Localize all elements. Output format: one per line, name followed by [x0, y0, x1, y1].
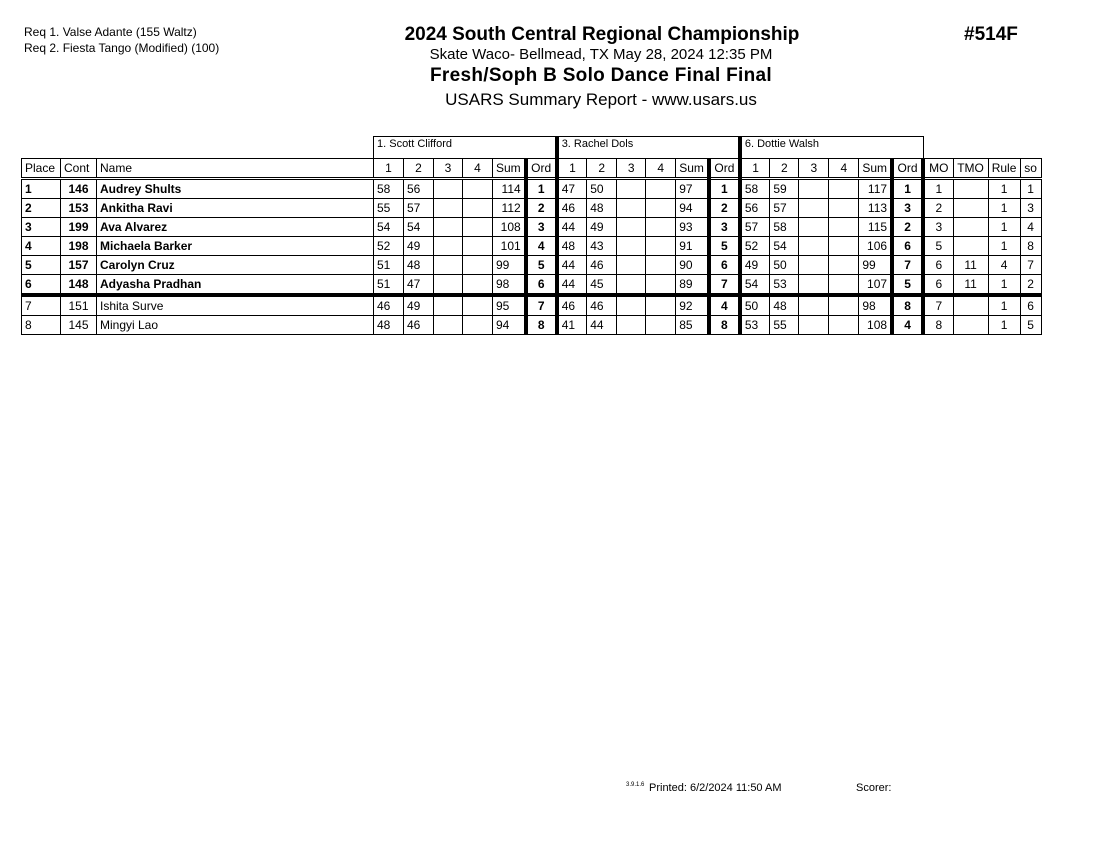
table-row: [22, 237, 1042, 256]
majority-ordinal: 7: [923, 295, 953, 316]
majority-ordinal: 2: [923, 199, 953, 218]
sum-of-ordinals: 7: [1020, 256, 1041, 275]
score-4: [646, 218, 676, 237]
score-1: 50: [740, 295, 770, 316]
majority-ordinal: 6: [923, 256, 953, 275]
score-3: [799, 316, 829, 335]
place: 1: [22, 179, 61, 199]
score-2: 43: [587, 237, 617, 256]
total-majority-ordinal: [953, 218, 988, 237]
contestant-number: 148: [61, 275, 97, 296]
header-score-ord: Ord: [709, 159, 740, 179]
header-place: Place: [22, 159, 61, 179]
majority-ordinal: 1: [923, 179, 953, 199]
score-2: 59: [770, 179, 799, 199]
table-row: [22, 316, 1042, 335]
score-sum: 106: [859, 237, 892, 256]
score-2: 49: [587, 218, 617, 237]
score-sum: 97: [676, 179, 709, 199]
score-4: [646, 237, 676, 256]
ordinal: 7: [892, 256, 923, 275]
rule: 1: [988, 237, 1020, 256]
score-sum: 107: [859, 275, 892, 296]
ordinal: 1: [892, 179, 923, 199]
contestant-number: 151: [61, 295, 97, 316]
score-1: 58: [374, 179, 404, 199]
score-4: [829, 256, 859, 275]
header-score-4: 4: [829, 159, 859, 179]
ordinal: 6: [709, 256, 740, 275]
score-1: 48: [557, 237, 587, 256]
sum-of-ordinals: 3: [1020, 199, 1041, 218]
total-majority-ordinal: [953, 316, 988, 335]
score-3: [799, 218, 829, 237]
score-sum: 115: [859, 218, 892, 237]
total-majority-ordinal: [953, 295, 988, 316]
header-score-sum: Sum: [493, 159, 526, 179]
ordinal: 5: [892, 275, 923, 296]
printed-timestamp: Printed: 6/2/2024 11:50 AM: [649, 782, 782, 794]
score-sum: 112: [493, 199, 526, 218]
score-sum: 91: [676, 237, 709, 256]
header-score-sum: Sum: [859, 159, 892, 179]
table-row: [22, 179, 1042, 199]
ordinal: 3: [892, 199, 923, 218]
total-majority-ordinal: 11: [953, 275, 988, 296]
score-4: [463, 275, 493, 296]
column-header-row: [22, 159, 1042, 179]
header-score-2: 2: [770, 159, 799, 179]
score-1: 47: [557, 179, 587, 199]
score-sum: 92: [676, 295, 709, 316]
sum-of-ordinals: 5: [1020, 316, 1041, 335]
score-1: 54: [740, 275, 770, 296]
scorer-label: Scorer:: [856, 782, 892, 794]
score-4: [463, 179, 493, 199]
score-sum: 95: [493, 295, 526, 316]
ordinal: 7: [709, 275, 740, 296]
score-sum: 108: [859, 316, 892, 335]
skater-name: Carolyn Cruz: [97, 256, 374, 275]
header-name: Name: [97, 159, 374, 179]
majority-ordinal: 5: [923, 237, 953, 256]
score-sum: 113: [859, 199, 892, 218]
sum-of-ordinals: 2: [1020, 275, 1041, 296]
score-3: [434, 275, 463, 296]
header-score-4: 4: [646, 159, 676, 179]
ordinal: 2: [892, 218, 923, 237]
ordinal: 7: [526, 295, 557, 316]
score-1: 52: [740, 237, 770, 256]
score-3: [799, 199, 829, 218]
skater-name: Ishita Surve: [97, 295, 374, 316]
place: 2: [22, 199, 61, 218]
score-3: [617, 237, 646, 256]
ordinal: 2: [709, 199, 740, 218]
score-2: 49: [404, 237, 434, 256]
judge-name: 1. Scott Clifford: [374, 137, 557, 159]
skater-name: Mingyi Lao: [97, 316, 374, 335]
score-4: [646, 275, 676, 296]
header-score-1: 1: [374, 159, 404, 179]
score-4: [829, 237, 859, 256]
rule: 1: [988, 179, 1020, 199]
score-1: 57: [740, 218, 770, 237]
score-1: 44: [557, 218, 587, 237]
event-title: Fresh/Soph B Solo Dance Final Final: [430, 65, 772, 86]
score-3: [799, 295, 829, 316]
score-1: 46: [374, 295, 404, 316]
score-1: 46: [557, 295, 587, 316]
score-sum: 94: [676, 199, 709, 218]
header-score-1: 1: [557, 159, 587, 179]
score-sum: 117: [859, 179, 892, 199]
score-3: [617, 218, 646, 237]
score-4: [829, 179, 859, 199]
skater-name: Audrey Shults: [97, 179, 374, 199]
score-sum: 90: [676, 256, 709, 275]
judge-name: 6. Dottie Walsh: [740, 137, 923, 159]
score-sum: 98: [493, 275, 526, 296]
score-1: 54: [374, 218, 404, 237]
header-score-1: 1: [740, 159, 770, 179]
score-2: 56: [404, 179, 434, 199]
header-score-4: 4: [463, 159, 493, 179]
score-3: [617, 199, 646, 218]
score-2: 55: [770, 316, 799, 335]
contestant-number: 198: [61, 237, 97, 256]
score-sum: 99: [493, 256, 526, 275]
header-score-3: 3: [434, 159, 463, 179]
rule: 1: [988, 295, 1020, 316]
score-2: 54: [404, 218, 434, 237]
contestant-number: 199: [61, 218, 97, 237]
score-3: [434, 256, 463, 275]
header-so: so: [1020, 159, 1041, 179]
version-number: 3.9.1.6: [626, 782, 645, 788]
score-3: [799, 275, 829, 296]
total-majority-ordinal: [953, 199, 988, 218]
score-2: 47: [404, 275, 434, 296]
score-2: 58: [770, 218, 799, 237]
score-2: 45: [587, 275, 617, 296]
score-2: 48: [587, 199, 617, 218]
score-3: [799, 256, 829, 275]
score-4: [463, 218, 493, 237]
ordinal: 3: [526, 218, 557, 237]
rule: 1: [988, 218, 1020, 237]
header-score-sum: Sum: [676, 159, 709, 179]
score-4: [646, 256, 676, 275]
ordinal: 8: [892, 295, 923, 316]
score-4: [829, 275, 859, 296]
sum-of-ordinals: 6: [1020, 295, 1041, 316]
score-sum: 89: [676, 275, 709, 296]
skater-name: Ava Alvarez: [97, 218, 374, 237]
header-tmo: TMO: [953, 159, 988, 179]
judge-name: 3. Rachel Dols: [557, 137, 740, 159]
ordinal: 4: [892, 316, 923, 335]
score-4: [829, 199, 859, 218]
score-2: 54: [770, 237, 799, 256]
score-4: [646, 179, 676, 199]
score-1: 44: [557, 256, 587, 275]
contestant-number: 146: [61, 179, 97, 199]
score-3: [434, 295, 463, 316]
score-2: 46: [587, 256, 617, 275]
sum-of-ordinals: 1: [1020, 179, 1041, 199]
header-score-2: 2: [587, 159, 617, 179]
ordinal: 8: [709, 316, 740, 335]
score-2: 46: [587, 295, 617, 316]
score-sum: 108: [493, 218, 526, 237]
score-sum: 85: [676, 316, 709, 335]
header-cont: Cont: [61, 159, 97, 179]
rule: 4: [988, 256, 1020, 275]
spacer: [923, 137, 1041, 159]
score-4: [646, 199, 676, 218]
score-1: 51: [374, 275, 404, 296]
table-row: [22, 256, 1042, 275]
table-row: [22, 218, 1042, 237]
score-4: [463, 295, 493, 316]
total-majority-ordinal: [953, 179, 988, 199]
score-1: 56: [740, 199, 770, 218]
ordinal: 4: [526, 237, 557, 256]
header-rule: Rule: [988, 159, 1020, 179]
score-1: 53: [740, 316, 770, 335]
score-4: [463, 199, 493, 218]
skater-name: Adyasha Pradhan: [97, 275, 374, 296]
contestant-number: 145: [61, 316, 97, 335]
score-2: 48: [404, 256, 434, 275]
score-4: [646, 295, 676, 316]
header-score-3: 3: [799, 159, 829, 179]
score-3: [799, 179, 829, 199]
judge-header-row: [22, 137, 1042, 159]
score-1: 51: [374, 256, 404, 275]
sum-of-ordinals: 8: [1020, 237, 1041, 256]
requirement-2: Req 2. Fiesta Tango (Modified) (100): [24, 41, 220, 55]
score-4: [646, 316, 676, 335]
competition-title: 2024 South Central Regional Championship: [404, 24, 800, 45]
header-score-2: 2: [404, 159, 434, 179]
ordinal: 1: [709, 179, 740, 199]
contestant-number: 157: [61, 256, 97, 275]
place: 6: [22, 275, 61, 296]
table-row: [22, 275, 1042, 296]
score-4: [829, 218, 859, 237]
location-date: Skate Waco- Bellmead, TX May 28, 2024 12:35 PM: [429, 46, 773, 63]
skater-name: Ankitha Ravi: [97, 199, 374, 218]
ordinal: 6: [526, 275, 557, 296]
score-4: [463, 256, 493, 275]
rule: 1: [988, 199, 1020, 218]
contestant-number: 153: [61, 199, 97, 218]
place: 7: [22, 295, 61, 316]
score-2: 48: [770, 295, 799, 316]
ordinal: 3: [709, 218, 740, 237]
place: 8: [22, 316, 61, 335]
table-row: [22, 295, 1042, 316]
ordinal: 5: [526, 256, 557, 275]
score-sum: 101: [493, 237, 526, 256]
total-majority-ordinal: [953, 237, 988, 256]
score-1: 44: [557, 275, 587, 296]
rule: 1: [988, 316, 1020, 335]
score-1: 58: [740, 179, 770, 199]
score-1: 49: [740, 256, 770, 275]
score-3: [617, 179, 646, 199]
score-2: 50: [587, 179, 617, 199]
score-3: [617, 316, 646, 335]
score-3: [617, 256, 646, 275]
score-4: [829, 295, 859, 316]
skater-name: Michaela Barker: [97, 237, 374, 256]
score-2: 49: [404, 295, 434, 316]
ordinal: 6: [892, 237, 923, 256]
rule: 1: [988, 275, 1020, 296]
total-majority-ordinal: 11: [953, 256, 988, 275]
header-score-ord: Ord: [526, 159, 557, 179]
ordinal: 5: [709, 237, 740, 256]
requirement-1: Req 1. Valse Adante (155 Waltz): [24, 25, 197, 39]
majority-ordinal: 8: [923, 316, 953, 335]
majority-ordinal: 6: [923, 275, 953, 296]
score-2: 46: [404, 316, 434, 335]
place: 5: [22, 256, 61, 275]
score-3: [434, 316, 463, 335]
score-2: 53: [770, 275, 799, 296]
score-1: 41: [557, 316, 587, 335]
score-sum: 99: [859, 256, 892, 275]
header-score-3: 3: [617, 159, 646, 179]
header-mo: MO: [923, 159, 953, 179]
score-4: [829, 316, 859, 335]
event-number: #514F: [964, 24, 1018, 45]
place: 3: [22, 218, 61, 237]
score-2: 44: [587, 316, 617, 335]
score-sum: 114: [493, 179, 526, 199]
results-table: [21, 136, 1042, 335]
header-score-ord: Ord: [892, 159, 923, 179]
score-1: 48: [374, 316, 404, 335]
score-3: [434, 179, 463, 199]
report-title: USARS Summary Report - www.usars.us: [445, 90, 757, 109]
score-3: [434, 199, 463, 218]
score-2: 57: [770, 199, 799, 218]
score-sum: 98: [859, 295, 892, 316]
sum-of-ordinals: 4: [1020, 218, 1041, 237]
majority-ordinal: 3: [923, 218, 953, 237]
score-3: [434, 237, 463, 256]
ordinal: 1: [526, 179, 557, 199]
score-4: [463, 237, 493, 256]
score-1: 52: [374, 237, 404, 256]
place: 4: [22, 237, 61, 256]
score-sum: 93: [676, 218, 709, 237]
score-3: [617, 295, 646, 316]
score-sum: 94: [493, 316, 526, 335]
score-2: 57: [404, 199, 434, 218]
spacer: [22, 137, 374, 159]
table-row: [22, 199, 1042, 218]
score-2: 50: [770, 256, 799, 275]
ordinal: 4: [709, 295, 740, 316]
ordinal: 2: [526, 199, 557, 218]
score-1: 46: [557, 199, 587, 218]
score-4: [463, 316, 493, 335]
score-1: 55: [374, 199, 404, 218]
ordinal: 8: [526, 316, 557, 335]
score-3: [434, 218, 463, 237]
score-3: [617, 275, 646, 296]
score-3: [799, 237, 829, 256]
